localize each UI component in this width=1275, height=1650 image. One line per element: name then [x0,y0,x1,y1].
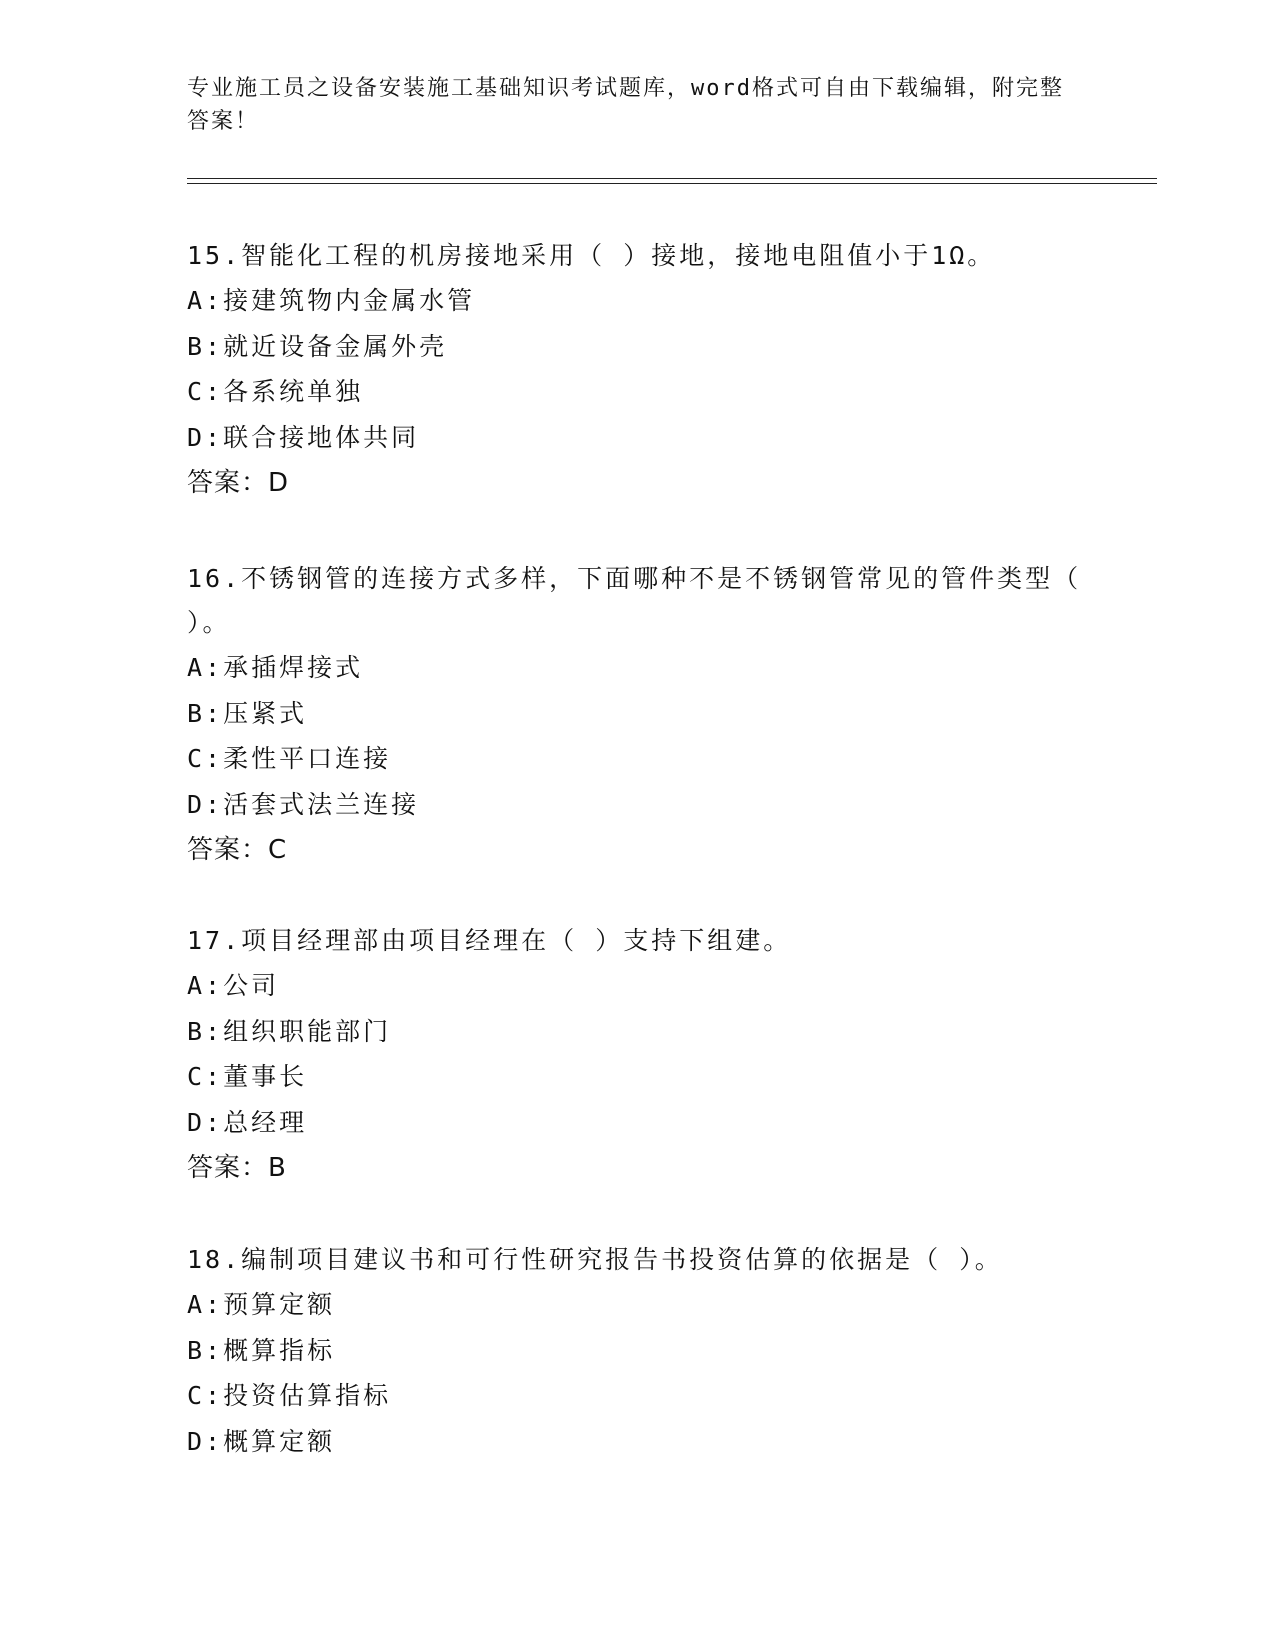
question-stem: 18.编制项目建议书和可行性研究报告书投资估算的依据是（ ）。 [187,1245,1003,1274]
question-stem: 17.项目经理部由项目经理在（ ）支持下组建。 [187,926,792,955]
question-18 [187,1238,1087,1464]
option-c: C:各系统单独 [187,377,364,406]
option-b: B:概算指标 [187,1335,336,1365]
option-b: B:压紧式 [187,698,308,728]
question-17 [187,919,1087,1191]
answer-line: 答案：C [187,835,288,865]
option-a: A:接建筑物内金属水管 [187,286,476,315]
option-b: B:组织职能部门 [187,1016,392,1046]
document-header: 专业施工员之设备安装施工基础知识考试题库，word格式可自由下载编辑，附完整答案！ [187,76,1064,134]
option-b: B:就近设备金属外壳 [187,331,448,361]
answer-line: 答案：D [187,468,290,498]
option-d: D:概算定额 [187,1426,336,1456]
option-a: A:预算定额 [187,1290,336,1319]
option-c: C:投资估算指标 [187,1381,392,1410]
question-15 [187,234,1087,506]
header-divider-top [187,178,1157,179]
option-d: D:活套式法兰连接 [187,789,420,819]
option-c: C:柔性平口连接 [187,744,392,773]
question-16 [187,557,1087,873]
option-c: C:董事长 [187,1062,308,1091]
answer-line: 答案：B [187,1153,287,1183]
question-stem: 16.不锈钢管的连接方式多样，下面哪种不是不锈钢管常见的管件类型（ ）。 [187,564,1082,637]
option-a: A:公司 [187,971,280,1000]
header-divider-bottom [187,183,1157,184]
option-a: A:承插焊接式 [187,653,364,682]
option-d: D:总经理 [187,1107,308,1137]
question-stem: 15.智能化工程的机房接地采用（ ）接地，接地电阻值小于1Ω。 [187,241,996,270]
option-d: D:联合接地体共同 [187,422,420,452]
